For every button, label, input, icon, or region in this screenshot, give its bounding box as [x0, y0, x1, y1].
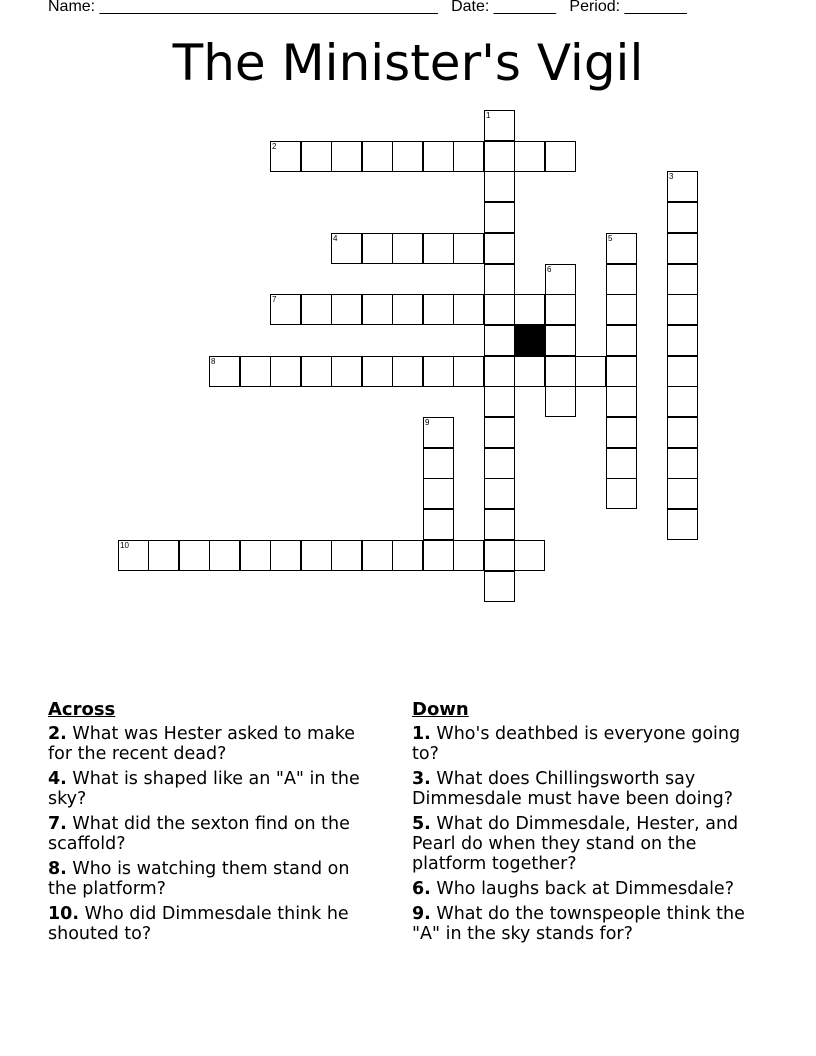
clue-text: What do the townspeople think the "A" in the sky stands for?	[412, 904, 745, 944]
grid-cell[interactable]	[453, 540, 484, 571]
clue-text: What do Dimmesdale, Hester, and Pearl do when they stand on the platform together?	[412, 814, 739, 874]
grid-cell[interactable]	[331, 233, 362, 264]
grid-cell[interactable]	[301, 294, 332, 325]
grid-cell[interactable]	[484, 233, 515, 264]
grid-cell[interactable]	[484, 478, 515, 509]
grid-cell[interactable]	[667, 202, 698, 233]
grid-cell[interactable]	[484, 356, 515, 387]
clue-down-5	[412, 814, 762, 874]
grid-cell[interactable]	[514, 294, 545, 325]
grid-cell[interactable]	[423, 417, 454, 448]
grid-cell[interactable]	[484, 540, 515, 571]
grid-cell[interactable]	[301, 141, 332, 172]
down-clues	[412, 700, 762, 949]
grid-cell[interactable]	[484, 325, 515, 356]
clue-down-3	[412, 769, 762, 809]
clue-text: Who's deathbed is everyone going to?	[412, 724, 741, 764]
grid-cell[interactable]	[392, 233, 423, 264]
clue-across-4	[48, 769, 378, 809]
date-line[interactable]: _______	[493, 0, 557, 15]
grid-cell[interactable]	[484, 171, 515, 202]
grid-cell[interactable]	[270, 540, 301, 571]
cell-number: 3	[669, 172, 674, 181]
grid-cell[interactable]	[484, 417, 515, 448]
clue-text: Who did Dimmesdale think he shouted to?	[48, 904, 349, 944]
grid-cell[interactable]	[301, 356, 332, 387]
clue-down-9	[412, 904, 762, 944]
cell-number: 5	[608, 234, 613, 243]
grid-cell[interactable]	[606, 386, 637, 417]
grid-cell[interactable]	[667, 325, 698, 356]
grid-cell[interactable]	[545, 264, 576, 295]
clue-across-2	[48, 724, 378, 764]
cell-number: 10	[120, 541, 129, 550]
grid-cell[interactable]	[331, 141, 362, 172]
grid-cell[interactable]	[667, 264, 698, 295]
page-title: The Minister's Vigil	[172, 34, 644, 92]
grid-cell[interactable]	[606, 264, 637, 295]
grid-cell[interactable]	[392, 141, 423, 172]
grid-cell[interactable]	[453, 233, 484, 264]
clue-number: 4.	[48, 769, 67, 789]
date-label: Date:	[451, 0, 490, 15]
grid-cell[interactable]	[667, 356, 698, 387]
name-label: Name:	[48, 0, 96, 15]
grid-cell[interactable]	[667, 448, 698, 479]
grid-cell[interactable]	[392, 540, 423, 571]
grid-cell[interactable]	[423, 233, 454, 264]
clue-number: 2.	[48, 724, 67, 744]
grid-cell[interactable]	[667, 417, 698, 448]
grid-cell[interactable]	[392, 356, 423, 387]
grid-cell[interactable]	[453, 356, 484, 387]
grid-cell[interactable]	[362, 294, 393, 325]
grid-cell[interactable]	[667, 233, 698, 264]
clue-number: 1.	[412, 724, 431, 744]
grid-cell[interactable]	[362, 233, 393, 264]
grid-cell[interactable]	[606, 478, 637, 509]
clue-text: What is shaped like an "A" in the sky?	[48, 769, 360, 809]
grid-cell[interactable]	[362, 540, 393, 571]
clue-across-7	[48, 814, 378, 854]
period-line[interactable]: _______	[624, 0, 687, 15]
grid-cell[interactable]	[331, 540, 362, 571]
grid-cell[interactable]	[423, 141, 454, 172]
grid-cell[interactable]	[606, 325, 637, 356]
clue-across-8	[48, 859, 378, 899]
down-heading: Down	[412, 699, 469, 720]
grid-cell[interactable]	[484, 202, 515, 233]
grid-cell[interactable]	[545, 325, 576, 356]
grid-cell[interactable]	[453, 294, 484, 325]
grid-cell[interactable]	[667, 509, 698, 540]
clue-text: Who laughs back at Dimmesdale?	[436, 879, 734, 899]
grid-cell[interactable]	[331, 294, 362, 325]
grid-cell[interactable]	[423, 540, 454, 571]
clue-number: 6.	[412, 879, 431, 899]
grid-cell[interactable]	[331, 356, 362, 387]
grid-cell[interactable]	[545, 141, 576, 172]
grid-cell[interactable]	[423, 509, 454, 540]
clue-number: 9.	[412, 904, 431, 924]
clue-number: 10.	[48, 904, 80, 924]
grid-cell[interactable]	[423, 356, 454, 387]
clue-text: Who is watching them stand on the platform?	[48, 859, 350, 899]
across-clues	[48, 700, 378, 949]
grid-cell[interactable]	[179, 540, 210, 571]
clue-down-6	[412, 879, 762, 899]
grid-cell[interactable]	[606, 448, 637, 479]
grid-cell[interactable]	[606, 233, 637, 264]
clue-text: What does Chillingsworth say Dimmesdale must have been doing?	[412, 769, 733, 809]
grid-cell[interactable]	[362, 356, 393, 387]
clue-text: What was Hester asked to make for the recent dead?	[48, 724, 356, 764]
cell-number: 6	[547, 265, 552, 274]
cell-number: 2	[272, 142, 277, 151]
clue-text: What did the sexton find on the scaffold?	[48, 814, 350, 854]
grid-cell[interactable]	[575, 356, 606, 387]
grid-cell[interactable]	[667, 171, 698, 202]
clue-down-1	[412, 724, 762, 764]
cell-number: 9	[425, 418, 430, 427]
across-heading: Across	[48, 699, 116, 720]
grid-cell[interactable]	[514, 141, 545, 172]
grid-cell[interactable]	[667, 386, 698, 417]
grid-cell[interactable]	[484, 386, 515, 417]
cell-number: 7	[272, 295, 277, 304]
grid-cell[interactable]	[606, 294, 637, 325]
black-cell	[514, 325, 545, 356]
grid-cell[interactable]	[392, 294, 423, 325]
grid-cell[interactable]	[423, 448, 454, 479]
name-line[interactable]: ______________________________________	[99, 0, 438, 15]
grid-cell[interactable]	[270, 356, 301, 387]
clue-number: 3.	[412, 769, 431, 789]
grid-cell[interactable]	[545, 386, 576, 417]
grid-cell[interactable]	[667, 478, 698, 509]
grid-cell[interactable]	[270, 141, 301, 172]
grid-cell[interactable]	[209, 540, 240, 571]
grid-cell[interactable]	[484, 571, 515, 602]
grid-cell[interactable]	[667, 294, 698, 325]
grid-cell[interactable]	[423, 478, 454, 509]
grid-cell[interactable]	[606, 417, 637, 448]
clue-number: 7.	[48, 814, 67, 834]
grid-cell[interactable]	[118, 540, 149, 571]
grid-cell[interactable]	[270, 294, 301, 325]
grid-cell[interactable]	[484, 448, 515, 479]
grid-cell[interactable]	[209, 356, 240, 387]
clue-number: 8.	[48, 859, 67, 879]
grid-cell[interactable]	[484, 264, 515, 295]
cell-number: 8	[211, 357, 216, 366]
grid-cell[interactable]	[484, 141, 515, 172]
grid-cell[interactable]	[606, 356, 637, 387]
grid-cell[interactable]	[240, 356, 271, 387]
period-label: Period:	[569, 0, 621, 15]
grid-cell[interactable]	[240, 540, 271, 571]
grid-cell[interactable]	[301, 540, 332, 571]
grid-cell[interactable]	[545, 356, 576, 387]
grid-cell[interactable]	[362, 141, 393, 172]
cell-number: 4	[333, 234, 338, 243]
grid-cell[interactable]	[484, 294, 515, 325]
grid-cell[interactable]	[484, 110, 515, 141]
grid-cell[interactable]	[148, 540, 179, 571]
grid-cell[interactable]	[423, 294, 454, 325]
cell-number: 1	[486, 111, 491, 120]
grid-cell[interactable]	[545, 294, 576, 325]
grid-cell[interactable]	[453, 141, 484, 172]
clue-number: 5.	[412, 814, 431, 834]
grid-cell[interactable]	[514, 540, 545, 571]
grid-cell[interactable]	[484, 509, 515, 540]
clue-across-10	[48, 904, 378, 944]
grid-cell[interactable]	[514, 356, 545, 387]
